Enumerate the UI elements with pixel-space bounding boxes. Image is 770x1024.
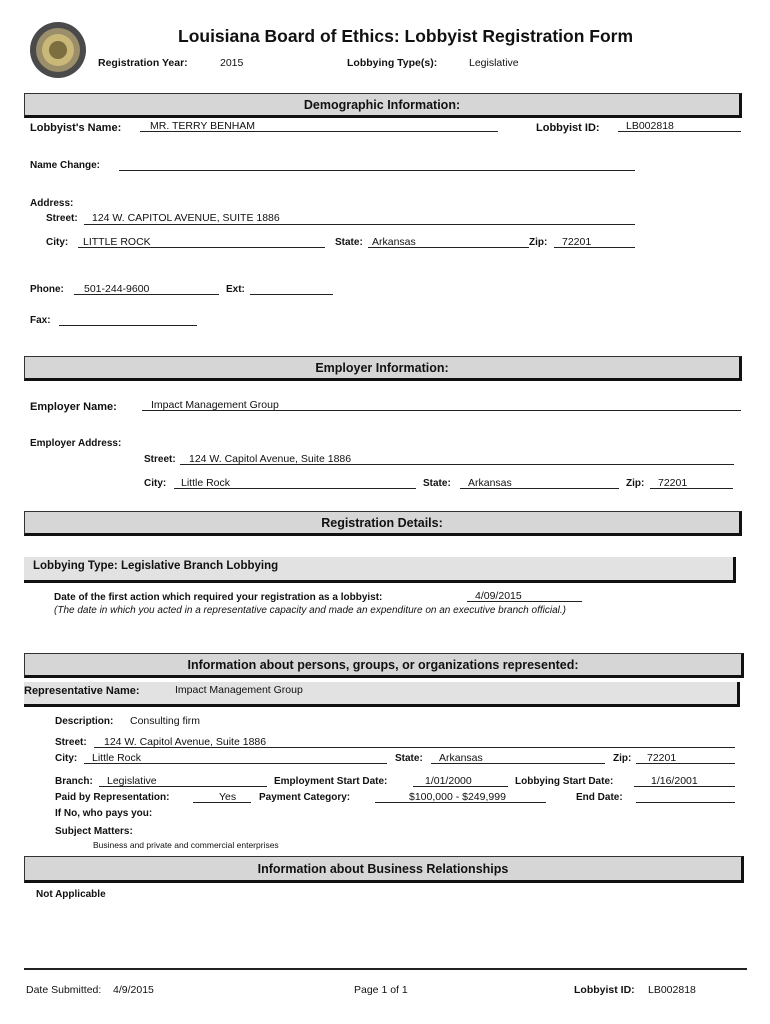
branch-label: Branch:: [55, 776, 93, 787]
first-action-line: [467, 601, 582, 602]
demographic-heading: Demographic Information:: [24, 93, 742, 118]
branch-line: [99, 786, 267, 787]
rep-zip-value: 72201: [647, 752, 677, 764]
employer-city-value: Little Rock: [181, 477, 231, 489]
paid-value: Yes: [219, 791, 237, 803]
paid-label: Paid by Representation:: [55, 792, 170, 803]
employer-heading: Employer Information:: [24, 356, 742, 381]
rep-city-line: [84, 763, 387, 764]
if-no-label: If No, who pays you:: [55, 808, 153, 819]
street-label: Street:: [46, 213, 78, 224]
fax-line: [59, 325, 197, 326]
employer-city-label: City:: [144, 478, 167, 489]
date-submitted-value: 4/9/2015: [113, 984, 154, 996]
zip-value: 72201: [562, 236, 592, 248]
footer-lobbyist-id-label: Lobbyist ID:: [574, 984, 635, 996]
lobbyist-id-line: [618, 131, 741, 132]
address-label: Address:: [30, 198, 74, 209]
lobbying-type-bar: [24, 557, 736, 583]
ext-line: [250, 294, 333, 295]
rep-name-value: Impact Management Group: [175, 684, 303, 696]
street-value: 124 W. CAPITOL AVENUE, SUITE 1886: [92, 212, 280, 224]
zip-label: Zip:: [529, 237, 548, 248]
form-title: Louisiana Board of Ethics: Lobbyist Registration Form: [178, 26, 634, 46]
lobbyist-name-label: Lobbyist's Name:: [30, 122, 122, 134]
lobbying-start-label: Lobbying Start Date:: [515, 776, 614, 787]
state-line: [368, 247, 529, 248]
payment-category-line: [375, 802, 546, 803]
employer-state-value: Arkansas: [468, 477, 512, 489]
footer-divider: [24, 968, 747, 970]
city-value: LITTLE ROCK: [83, 236, 151, 248]
employer-street-label: Street:: [144, 454, 176, 465]
lobbyist-id-value: LB002818: [626, 120, 674, 132]
page-number: Page 1 of 1: [354, 984, 408, 996]
first-action-label: Date of the first action which required your registration as a lobbyist:: [54, 592, 383, 603]
phone-value: 501-244-9600: [84, 283, 150, 295]
footer-lobbyist-id-value: LB002818: [648, 984, 696, 996]
employer-name-label: Employer Name:: [30, 401, 117, 413]
employer-zip-label: Zip:: [626, 478, 645, 489]
name-change-label: Name Change:: [30, 160, 101, 171]
rep-zip-line: [636, 763, 735, 764]
lobbying-types-value: Legislative: [469, 57, 519, 69]
employer-city-line: [174, 488, 416, 489]
employer-address-label: Employer Address:: [30, 438, 122, 449]
represented-heading: Information about persons, groups, or organizations represented:: [24, 653, 744, 678]
payment-category-label: Payment Category:: [259, 792, 351, 803]
lobbying-types-label: Lobbying Type(s):: [347, 57, 438, 69]
rep-state-label: State:: [395, 753, 423, 764]
rep-state-value: Arkansas: [439, 752, 483, 764]
employment-start-line: [413, 786, 508, 787]
phone-label: Phone:: [30, 284, 64, 295]
branch-value: Legislative: [107, 775, 157, 787]
employment-start-label: Employment Start Date:: [274, 776, 388, 787]
city-line: [78, 247, 325, 248]
first-action-date: 4/09/2015: [475, 590, 522, 602]
rep-street-value: 124 W. Capitol Avenue, Suite 1886: [104, 736, 267, 748]
registration-heading: Registration Details:: [24, 511, 742, 536]
employer-name-value: Impact Management Group: [151, 399, 279, 411]
paid-line: [193, 802, 251, 803]
lobbying-start-line: [634, 786, 735, 787]
phone-line: [74, 294, 219, 295]
state-label: State:: [335, 237, 363, 248]
lobbying-start-value: 1/16/2001: [651, 775, 698, 787]
city-label: City:: [46, 237, 69, 248]
first-action-note: (The date in which you acted in a representative capacity and made an expenditure on an executive branch official.): [54, 605, 566, 616]
description-value: Consulting firm: [130, 715, 201, 727]
lobbying-type-text: Lobbying Type: Legislative Branch Lobbying: [33, 560, 279, 572]
fax-label: Fax:: [30, 315, 51, 326]
rep-zip-label: Zip:: [613, 753, 632, 764]
description-label: Description:: [55, 716, 114, 727]
name-change-line: [119, 170, 635, 171]
rep-street-label: Street:: [55, 737, 87, 748]
zip-line: [554, 247, 635, 248]
lobbyist-name-line: [140, 131, 498, 132]
rep-street-line: [94, 747, 735, 748]
date-submitted-label: Date Submitted:: [26, 984, 102, 996]
employer-state-line: [460, 488, 619, 489]
rep-state-line: [431, 763, 605, 764]
subject-matters-value: Business and private and commercial enterprises: [93, 840, 279, 850]
rep-name-bar: [24, 682, 740, 707]
rep-name-label: Representative Name:: [24, 685, 140, 697]
rep-city-label: City:: [55, 753, 78, 764]
louisiana-seal-logo: [30, 22, 86, 78]
end-date-line: [636, 802, 735, 803]
street-line: [84, 224, 635, 225]
end-date-label: End Date:: [576, 792, 623, 803]
payment-category-value: $100,000 - $249,999: [409, 791, 506, 803]
employer-zip-value: 72201: [658, 477, 688, 489]
state-value: Arkansas: [372, 236, 416, 248]
registration-year-label: Registration Year:: [98, 57, 188, 69]
employer-street-value: 124 W. Capitol Avenue, Suite 1886: [189, 453, 352, 465]
employer-state-label: State:: [423, 478, 451, 489]
employer-street-line: [180, 464, 734, 465]
employer-name-line: [142, 410, 741, 411]
ext-label: Ext:: [226, 284, 245, 295]
business-value: Not Applicable: [36, 889, 106, 900]
employment-start-value: 1/01/2000: [425, 775, 472, 787]
registration-year-value: 2015: [220, 57, 244, 69]
employer-zip-line: [650, 488, 733, 489]
business-heading: Information about Business Relationships: [24, 856, 744, 883]
lobbyist-name-value: MR. TERRY BENHAM: [150, 120, 256, 132]
subject-matters-label: Subject Matters:: [55, 826, 133, 837]
lobbyist-id-label: Lobbyist ID:: [536, 122, 600, 134]
rep-city-value: Little Rock: [92, 752, 142, 764]
